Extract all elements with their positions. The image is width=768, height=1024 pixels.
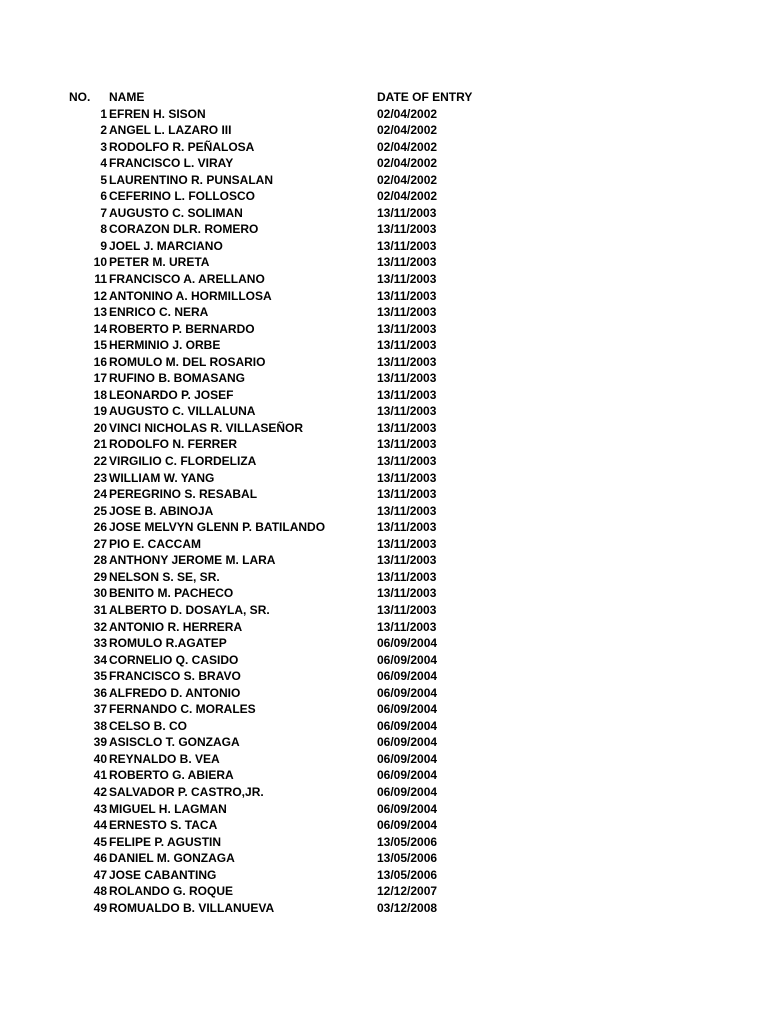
table-row xyxy=(0,900,768,917)
row-number: 2 xyxy=(100,123,107,138)
row-name: JOSE B. ABINOJA xyxy=(109,503,214,518)
entry-rows xyxy=(0,106,768,917)
row-name: CORAZON DLR. ROMERO xyxy=(109,222,259,237)
row-number: 37 xyxy=(93,702,107,717)
row-number: 5 xyxy=(100,172,107,187)
row-date-of-entry: 02/04/2002 xyxy=(377,156,438,171)
row-date-of-entry: 02/04/2002 xyxy=(377,172,438,187)
row-number: 20 xyxy=(93,420,107,435)
row-number: 44 xyxy=(93,818,107,833)
row-number: 39 xyxy=(93,735,107,750)
row-name: CEFERINO L. FOLLOSCO xyxy=(109,189,255,204)
row-number: 17 xyxy=(93,371,107,386)
row-name: ALFREDO D. ANTONIO xyxy=(109,685,241,700)
row-date-of-entry: 06/09/2004 xyxy=(377,636,438,651)
table-row xyxy=(0,834,768,851)
row-number: 29 xyxy=(93,569,107,584)
row-date-of-entry: 13/11/2003 xyxy=(377,255,437,270)
row-number: 30 xyxy=(93,586,107,601)
row-name: JOSE CABANTING xyxy=(109,867,217,882)
row-number: 40 xyxy=(93,751,107,766)
row-name: EFREN H. SISON xyxy=(109,106,206,121)
row-number: 25 xyxy=(93,503,107,518)
table-row xyxy=(0,701,768,718)
row-date-of-entry: 06/09/2004 xyxy=(377,801,438,816)
table-row xyxy=(0,122,768,139)
table-row xyxy=(0,850,768,867)
row-date-of-entry: 02/04/2002 xyxy=(377,189,438,204)
table-row xyxy=(0,652,768,669)
table-row xyxy=(0,139,768,156)
row-name: VIRGILIO C. FLORDELIZA xyxy=(109,454,257,469)
row-number: 21 xyxy=(93,437,107,452)
table-row xyxy=(0,585,768,602)
row-number: 9 xyxy=(100,238,107,253)
table-row xyxy=(0,718,768,735)
row-date-of-entry: 06/09/2004 xyxy=(377,818,438,833)
row-name: AUGUSTO C. SOLIMAN xyxy=(109,205,243,220)
row-number: 3 xyxy=(100,139,107,154)
row-name: LEONARDO P. JOSEF xyxy=(109,387,234,402)
table-row xyxy=(0,668,768,685)
row-number: 26 xyxy=(93,520,107,535)
table-row xyxy=(0,470,768,487)
row-name: CORNELIO Q. CASIDO xyxy=(109,652,239,667)
row-date-of-entry: 13/11/2003 xyxy=(377,420,437,435)
row-date-of-entry: 02/04/2002 xyxy=(377,139,438,154)
row-date-of-entry: 13/11/2003 xyxy=(377,503,437,518)
row-date-of-entry: 13/11/2003 xyxy=(377,470,437,485)
row-number: 28 xyxy=(93,553,107,568)
row-name: ENRICO C. NERA xyxy=(109,305,209,320)
row-name: ANTONIO R. HERRERA xyxy=(109,619,243,634)
row-number: 49 xyxy=(93,900,107,915)
row-number: 14 xyxy=(93,321,107,336)
row-number: 46 xyxy=(93,851,107,866)
row-name: SALVADOR P. CASTRO,JR. xyxy=(109,784,264,799)
row-date-of-entry: 06/09/2004 xyxy=(377,685,438,700)
header-name: NAME xyxy=(109,90,145,104)
row-name: PETER M. URETA xyxy=(109,255,210,270)
row-name: FRANCISCO L. VIRAY xyxy=(109,156,234,171)
row-date-of-entry: 13/11/2003 xyxy=(377,437,437,452)
row-name: DANIEL M. GONZAGA xyxy=(109,851,235,866)
row-number: 19 xyxy=(93,404,107,419)
table-row xyxy=(0,337,768,354)
row-name: CELSO B. CO xyxy=(109,718,188,733)
row-number: 33 xyxy=(93,636,107,651)
header-row xyxy=(0,89,768,106)
row-number: 11 xyxy=(94,272,107,287)
row-number: 7 xyxy=(100,205,107,220)
row-name: JOSE MELVYN GLENN P. BATILANDO xyxy=(109,520,326,535)
table-row xyxy=(0,354,768,371)
row-number: 16 xyxy=(93,354,107,369)
table-row xyxy=(0,453,768,470)
row-number: 6 xyxy=(100,189,107,204)
row-number: 38 xyxy=(93,718,107,733)
row-name: MIGUEL H. LAGMAN xyxy=(109,801,227,816)
table-row xyxy=(0,172,768,189)
table-row xyxy=(0,403,768,420)
row-name: RUFINO B. BOMASANG xyxy=(109,371,245,386)
row-name: PIO E. CACCAM xyxy=(109,536,202,551)
row-date-of-entry: 13/11/2003 xyxy=(377,387,437,402)
row-date-of-entry: 13/11/2003 xyxy=(377,569,437,584)
row-date-of-entry: 13/11/2003 xyxy=(377,222,437,237)
table-row xyxy=(0,635,768,652)
table-row xyxy=(0,503,768,520)
row-date-of-entry: 13/11/2003 xyxy=(377,553,437,568)
row-name: FRANCISCO A. ARELLANO xyxy=(109,272,265,287)
table-row xyxy=(0,155,768,172)
row-date-of-entry: 13/11/2003 xyxy=(377,602,437,617)
row-date-of-entry: 13/11/2003 xyxy=(377,288,437,303)
row-date-of-entry: 13/05/2006 xyxy=(377,867,438,882)
table-row xyxy=(0,536,768,553)
table-row xyxy=(0,420,768,437)
row-number: 15 xyxy=(93,338,107,353)
row-name: JOEL J. MARCIANO xyxy=(109,238,223,253)
row-name: ROMULO R.AGATEP xyxy=(109,636,227,651)
row-number: 1 xyxy=(100,106,107,121)
row-name: HERMINIO J. ORBE xyxy=(109,338,221,353)
row-name: FRANCISCO S. BRAVO xyxy=(109,669,241,684)
row-number: 48 xyxy=(93,884,107,899)
row-name: ANGEL L. LAZARO III xyxy=(109,123,232,138)
table-row xyxy=(0,552,768,569)
row-date-of-entry: 13/05/2006 xyxy=(377,834,438,849)
row-name: ANTHONY JEROME M. LARA xyxy=(109,553,276,568)
table-row xyxy=(0,321,768,338)
row-number: 31 xyxy=(93,602,107,617)
row-name: BENITO M. PACHECO xyxy=(109,586,234,601)
row-date-of-entry: 13/11/2003 xyxy=(377,404,437,419)
row-date-of-entry: 13/11/2003 xyxy=(377,520,437,535)
table-row xyxy=(0,304,768,321)
row-number: 43 xyxy=(93,801,107,816)
table-row xyxy=(0,801,768,818)
row-name: ROMULO M. DEL ROSARIO xyxy=(109,354,266,369)
row-name: VINCI NICHOLAS R. VILLASEÑOR xyxy=(109,420,304,435)
table-row xyxy=(0,569,768,586)
row-name: RODOLFO N. FERRER xyxy=(109,437,237,452)
row-name: ROBERTO G. ABIERA xyxy=(109,768,234,783)
table-row xyxy=(0,106,768,123)
row-date-of-entry: 13/11/2003 xyxy=(377,205,437,220)
table-row xyxy=(0,519,768,536)
header-no: NO. xyxy=(69,90,91,104)
table-row xyxy=(0,205,768,222)
row-date-of-entry: 06/09/2004 xyxy=(377,784,438,799)
row-date-of-entry: 13/11/2003 xyxy=(377,305,437,320)
entry-list xyxy=(0,89,768,916)
table-row xyxy=(0,867,768,884)
table-row xyxy=(0,883,768,900)
table-row xyxy=(0,370,768,387)
table-row xyxy=(0,221,768,238)
row-date-of-entry: 13/11/2003 xyxy=(377,536,437,551)
table-row xyxy=(0,436,768,453)
row-date-of-entry: 13/11/2003 xyxy=(377,238,437,253)
table-row xyxy=(0,288,768,305)
row-number: 47 xyxy=(93,867,107,882)
row-date-of-entry: 13/11/2003 xyxy=(377,371,437,386)
row-name: ALBERTO D. DOSAYLA, SR. xyxy=(109,602,270,617)
row-number: 32 xyxy=(93,619,107,634)
row-name: LAURENTINO R. PUNSALAN xyxy=(109,172,273,187)
row-name: NELSON S. SE, SR. xyxy=(109,569,220,584)
table-row xyxy=(0,751,768,768)
row-date-of-entry: 13/11/2003 xyxy=(377,619,437,634)
row-number: 18 xyxy=(93,387,107,402)
table-row xyxy=(0,602,768,619)
row-name: REYNALDO B. VEA xyxy=(109,751,220,766)
row-name: FERNANDO C. MORALES xyxy=(109,702,256,717)
row-name: ROMUALDO B. VILLANUEVA xyxy=(109,900,275,915)
row-date-of-entry: 06/09/2004 xyxy=(377,652,438,667)
table-row xyxy=(0,271,768,288)
row-number: 34 xyxy=(93,652,107,667)
row-number: 45 xyxy=(93,834,107,849)
table-row xyxy=(0,254,768,271)
row-date-of-entry: 13/11/2003 xyxy=(377,321,437,336)
table-row xyxy=(0,188,768,205)
row-name: ROLANDO G. ROQUE xyxy=(109,884,234,899)
row-number: 41 xyxy=(93,768,107,783)
row-number: 12 xyxy=(93,288,107,303)
header-date-of-entry: DATE OF ENTRY xyxy=(377,90,473,104)
row-date-of-entry: 06/09/2004 xyxy=(377,669,438,684)
row-date-of-entry: 13/05/2006 xyxy=(377,851,438,866)
row-date-of-entry: 02/04/2002 xyxy=(377,106,438,121)
row-date-of-entry: 06/09/2004 xyxy=(377,751,438,766)
table-row xyxy=(0,619,768,636)
row-date-of-entry: 13/11/2003 xyxy=(377,487,437,502)
row-number: 22 xyxy=(93,454,107,469)
row-date-of-entry: 12/12/2007 xyxy=(377,884,438,899)
row-number: 24 xyxy=(93,487,107,502)
row-name: PEREGRINO S. RESABAL xyxy=(109,487,258,502)
row-number: 35 xyxy=(93,669,107,684)
table-row xyxy=(0,767,768,784)
row-date-of-entry: 13/11/2003 xyxy=(377,454,437,469)
row-name: RODOLFO R. PEÑALOSA xyxy=(109,139,255,154)
row-date-of-entry: 13/11/2003 xyxy=(377,586,437,601)
table-row xyxy=(0,238,768,255)
table-row xyxy=(0,734,768,751)
row-name: ERNESTO S. TACA xyxy=(109,818,218,833)
row-date-of-entry: 06/09/2004 xyxy=(377,768,438,783)
row-date-of-entry: 13/11/2003 xyxy=(377,338,437,353)
row-date-of-entry: 02/04/2002 xyxy=(377,123,438,138)
row-name: FELIPE P. AGUSTIN xyxy=(109,834,222,849)
table-row xyxy=(0,387,768,404)
table-row xyxy=(0,784,768,801)
table-row xyxy=(0,486,768,503)
row-date-of-entry: 13/11/2003 xyxy=(377,354,437,369)
row-date-of-entry: 06/09/2004 xyxy=(377,718,438,733)
row-name: ANTONINO A. HORMILLOSA xyxy=(109,288,272,303)
row-number: 36 xyxy=(93,685,107,700)
row-number: 4 xyxy=(100,156,107,171)
row-date-of-entry: 06/09/2004 xyxy=(377,735,438,750)
row-name: WILLIAM W. YANG xyxy=(109,470,215,485)
row-number: 27 xyxy=(93,536,107,551)
row-date-of-entry: 06/09/2004 xyxy=(377,702,438,717)
table-row xyxy=(0,685,768,702)
row-date-of-entry: 13/11/2003 xyxy=(377,272,437,287)
table-row xyxy=(0,817,768,834)
row-number: 23 xyxy=(93,470,107,485)
row-number: 8 xyxy=(100,222,107,237)
row-number: 13 xyxy=(93,305,107,320)
row-number: 10 xyxy=(93,255,107,270)
row-name: ROBERTO P. BERNARDO xyxy=(109,321,255,336)
row-name: ASISCLO T. GONZAGA xyxy=(109,735,240,750)
row-number: 42 xyxy=(93,784,107,799)
row-name: AUGUSTO C. VILLALUNA xyxy=(109,404,256,419)
row-date-of-entry: 03/12/2008 xyxy=(377,900,438,915)
